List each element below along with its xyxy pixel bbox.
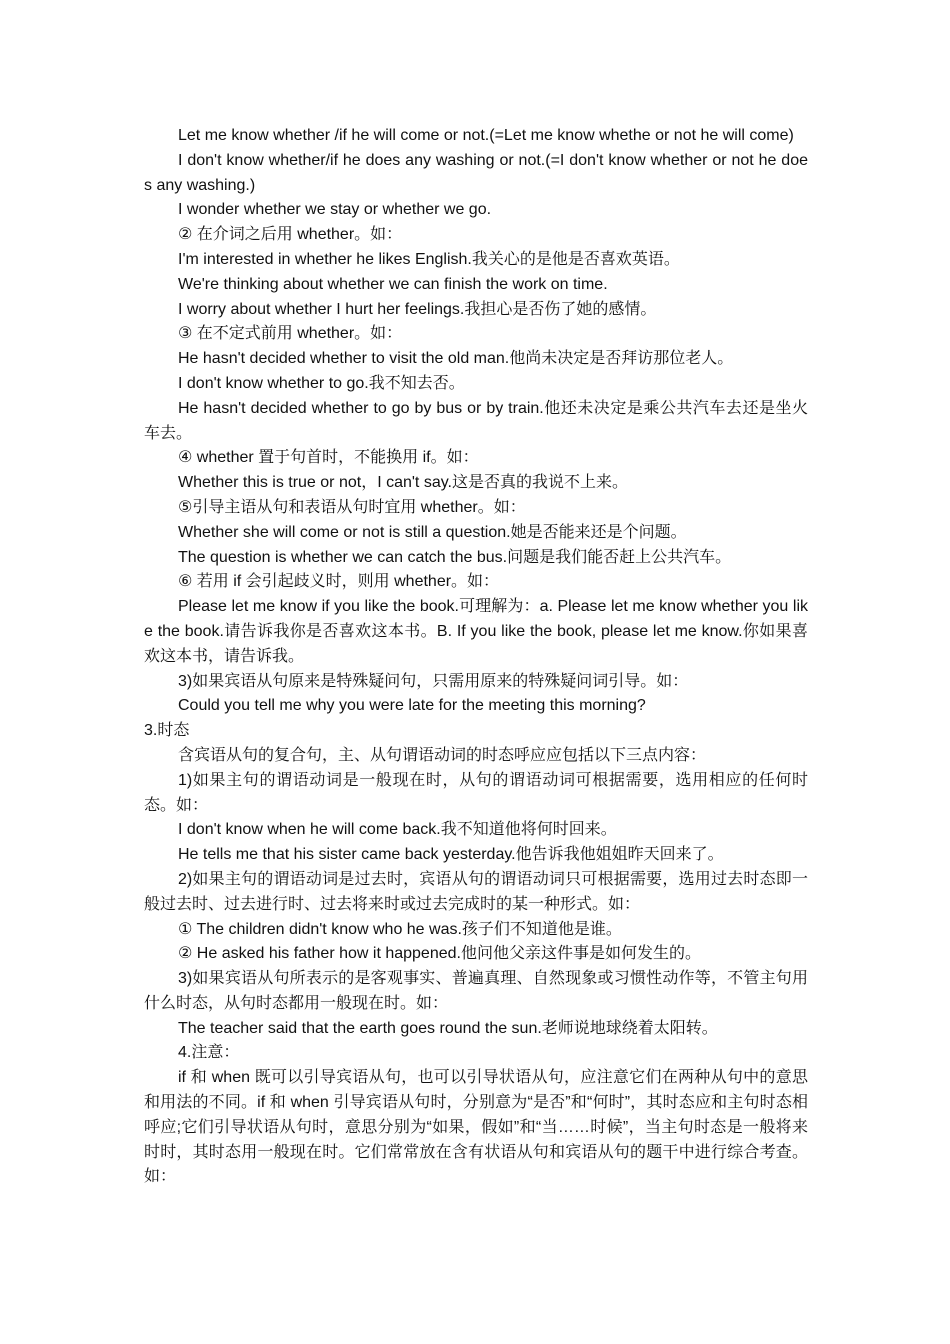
paragraph: He hasn't decided whether to visit the old man.他尚未决定是否拜访那位老人。 <box>178 350 734 368</box>
paragraph: 2)如果主句的谓语动词是过去时，宾语从句的谓语动词只可根据需要，选用过去时态即一般过去时、过去进行时、过去将来时或过去完成时的某一种形式。如： <box>144 870 808 913</box>
paragraph: The question is whether we can catch the bus.问题是我们能否赶上公共汽车。 <box>178 548 732 566</box>
paragraph: ⑤引导主语从句和表语从句时宜用 whether。如： <box>178 498 526 516</box>
paragraph: Let me know whether /if he will come or not.(=Let me know whethe or not he will come) <box>178 127 794 144</box>
paragraph: I worry about whether I hurt her feelings.我担心是否伤了她的感情。 <box>178 300 657 318</box>
paragraph: 4.注意： <box>178 1044 240 1062</box>
paragraph: Whether she will come or not is still a question.她是否能来还是个问题。 <box>178 523 687 541</box>
paragraph: 1)如果主句的谓语动词是一般现在时，从句的谓语动词可根据需要，选用相应的任何时态。如： <box>144 771 808 814</box>
paragraph: Please let me know if you like the book.可理解为：a. Please let me know whether you like the book.请告诉我你是否喜欢这本书。B. If you like the book, please let me know.你如果喜欢这本书，请告诉我。 <box>144 598 808 665</box>
paragraph: ② He asked his father how it happened.他问他父亲这件事是如何发生的。 <box>178 945 701 963</box>
paragraph: ⑥ 若用 if 会引起歧义时，则用 whether。如： <box>178 573 500 591</box>
paragraph: He hasn't decided whether to go by bus or by train.他还未决定是乘公共汽车去还是坐火车去。 <box>144 399 808 442</box>
paragraph: ② 在介词之后用 whether。如： <box>178 226 403 244</box>
paragraph: I don't know whether/if he does any washing or not.(=I don't know whether or not he does any washing.) <box>144 151 808 194</box>
paragraph: ③ 在不定式前用 whether。如： <box>178 325 403 343</box>
paragraph: He tells me that his sister came back yesterday.他告诉我他姐姐昨天回来了。 <box>178 846 724 864</box>
paragraph: I'm interested in whether he likes English.我关心的是他是否喜欢英语。 <box>178 250 680 268</box>
paragraph: We're thinking about whether we can finish the work on time. <box>178 275 608 293</box>
paragraph: if 和 when 既可以引导宾语从句，也可以引导状语从句，应注意它们在两种从句中的意思和用法的不同。if 和 when 引导宾语从句时，分别意为“是否”和“何时”，其时态应和主句时态相呼应;它们引导状语从句时，意思分别为“如果，假如”和“当……时候”，当主句时态是一般将来时时，其时态用一般现在时。它们常常放在含有状语从句和宾语从句的题干中进行综合考查。如： <box>144 1069 808 1186</box>
paragraph: I don't know whether to go.我不知去否。 <box>178 374 465 392</box>
paragraph: I wonder whether we stay or whether we go. <box>178 201 492 219</box>
paragraph: Could you tell me why you were late for the meeting this morning? <box>178 697 646 715</box>
document-body <box>144 124 808 1190</box>
paragraph: 3)如果宾语从句原来是特殊疑问句，只需用原来的特殊疑问词引导。如： <box>178 672 689 690</box>
paragraph: ④ whether 置于句首时，不能换用 if。如： <box>178 449 479 467</box>
paragraph: 含宾语从句的复合句，主、从句谓语动词的时态呼应应包括以下三点内容： <box>178 746 707 764</box>
paragraph: I don't know when he will come back.我不知道他将何时回来。 <box>178 821 617 839</box>
paragraph: 3)如果宾语从句所表示的是客观事实、普遍真理、自然现象或习惯性动作等，不管主句用什么时态，从句时态都用一般现在时。如： <box>144 970 808 1012</box>
paragraph: Whether this is true or not，I can't say.这是否真的我说不上来。 <box>178 474 628 492</box>
paragraph: ① The children didn't know who he was.孩子们不知道他是谁。 <box>178 920 622 938</box>
section-heading: 3.时态 <box>144 722 190 740</box>
paragraph: The teacher said that the earth goes round the sun.老师说地球绕着太阳转。 <box>178 1019 718 1037</box>
